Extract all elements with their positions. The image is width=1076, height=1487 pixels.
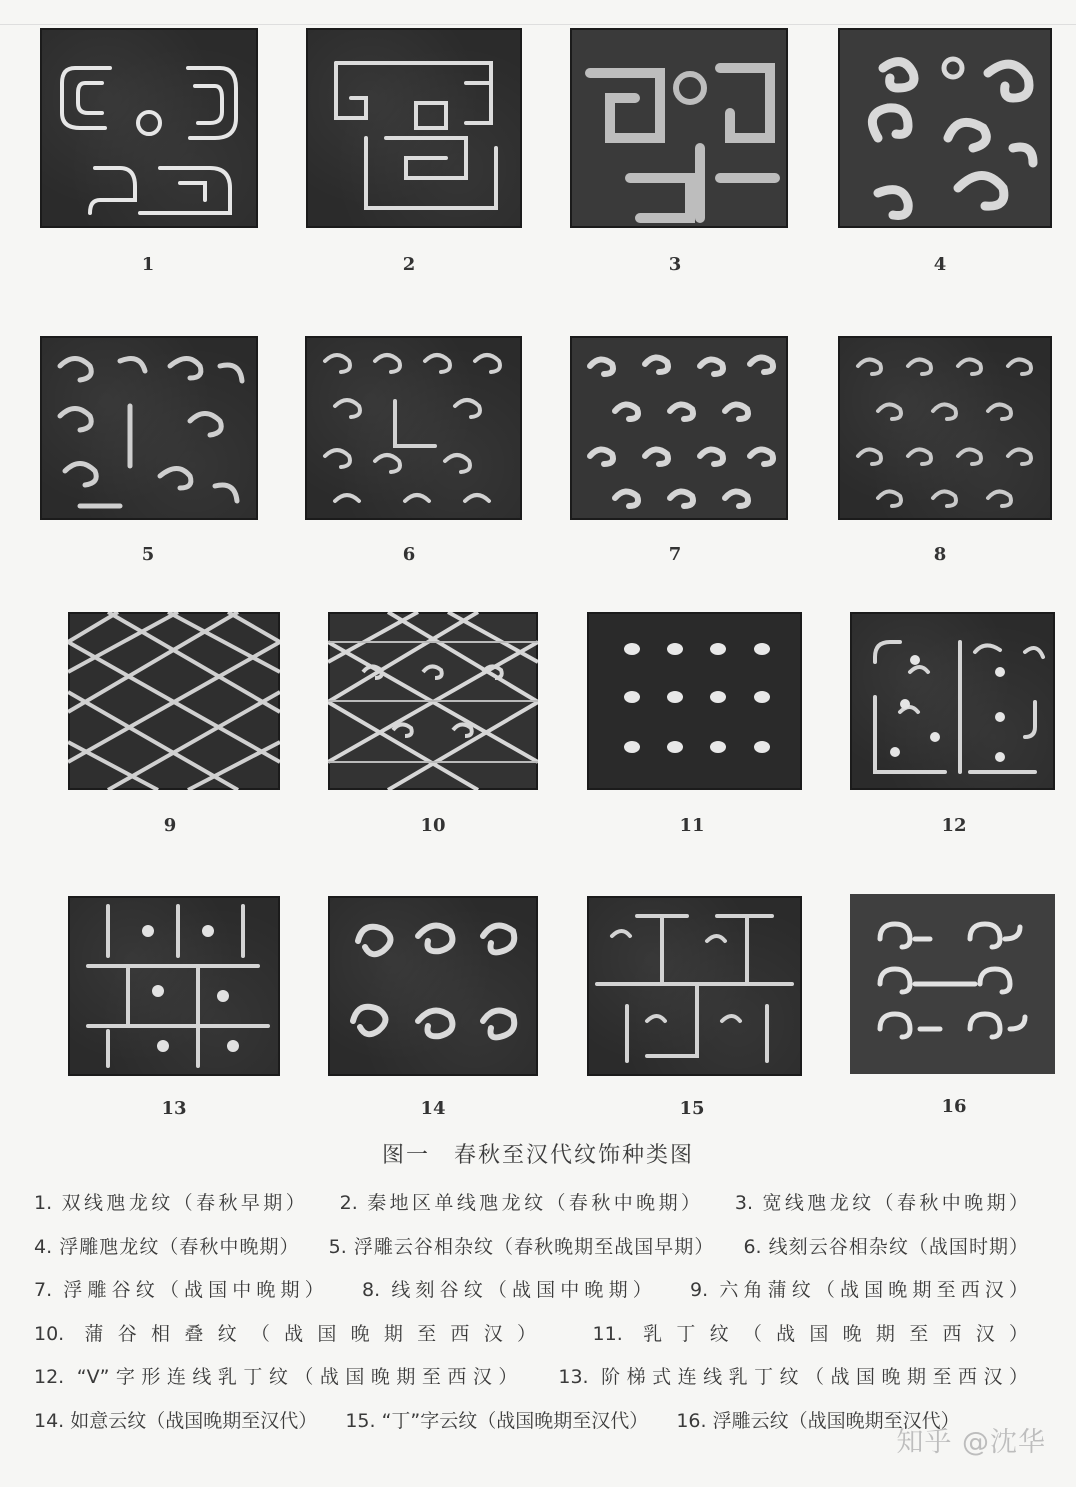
legend-item: 12. “V”字形连线乳丁纹（战国晚期至西汉） bbox=[34, 1366, 524, 1389]
pattern-tile-7 bbox=[570, 336, 788, 520]
figure-number: 9 bbox=[163, 815, 177, 836]
figure-legend bbox=[34, 1182, 1050, 1444]
legend-item: 16. 浮雕云纹（战国晚期至汉代） bbox=[676, 1409, 960, 1432]
legend-item: 11. 乳丁纹（战国晚期至西汉） bbox=[592, 1322, 1028, 1345]
legend-item: 9. 六角蒲纹（战国晚期至西汉） bbox=[690, 1279, 1028, 1302]
pattern-tile-4 bbox=[838, 28, 1052, 228]
legend-item: 2. 秦地区单线虺龙纹（春秋中晚期） bbox=[339, 1192, 704, 1214]
legend-item: 15. “丁”字云纹（战国晚期至汉代） bbox=[345, 1409, 649, 1432]
pattern-tile-9 bbox=[68, 612, 280, 790]
figure-number: 15 bbox=[679, 1098, 705, 1119]
legend-item: 14. 如意云纹（战国晚期至汉代） bbox=[34, 1409, 318, 1432]
figure-number: 16 bbox=[941, 1096, 967, 1117]
pattern-tile-5 bbox=[40, 336, 258, 520]
pattern-tile-3 bbox=[570, 28, 788, 228]
figure-number: 7 bbox=[668, 544, 682, 565]
legend-item: 7. 浮雕谷纹（战国中晚期） bbox=[34, 1279, 329, 1302]
pattern-tile-12 bbox=[850, 612, 1055, 790]
pattern-tile-16 bbox=[850, 894, 1055, 1074]
pattern-tile-13 bbox=[68, 896, 280, 1076]
figure-number: 2 bbox=[402, 254, 416, 275]
figure-number: 12 bbox=[941, 815, 967, 836]
legend-item: 4. 浮雕虺龙纹（春秋中晚期） bbox=[34, 1235, 300, 1258]
legend-item: 5. 浮雕云谷相杂纹（春秋晚期至战国早期） bbox=[328, 1235, 715, 1258]
pattern-tile-2 bbox=[306, 28, 522, 228]
figure-number: 8 bbox=[933, 544, 947, 565]
pattern-tile-10 bbox=[328, 612, 538, 790]
legend-item: 10. 蒲谷相叠纹（战国晚期至西汉） bbox=[34, 1322, 551, 1345]
figure-number: 13 bbox=[161, 1098, 187, 1119]
legend-item: 6. 线刻云谷相杂纹（战国时期） bbox=[743, 1235, 1029, 1258]
legend-item: 13. 阶梯式连线乳丁纹（战国晚期至西汉） bbox=[558, 1366, 1028, 1389]
figure-number: 5 bbox=[141, 544, 155, 565]
figure-caption: 图一 春秋至汉代纹饰种类图 bbox=[381, 1143, 694, 1168]
pattern-tile-15 bbox=[587, 896, 802, 1076]
figure-number: 10 bbox=[420, 815, 446, 836]
figure-number: 6 bbox=[402, 544, 416, 565]
legend-item: 3. 宽线虺龙纹（春秋中晚期） bbox=[734, 1192, 1029, 1214]
legend-item: 1. 双线虺龙纹（春秋早期） bbox=[34, 1192, 309, 1214]
figure-number: 11 bbox=[679, 815, 705, 836]
pattern-tile-14 bbox=[328, 896, 538, 1076]
figure-number: 1 bbox=[141, 254, 155, 275]
pattern-tile-6 bbox=[305, 336, 522, 520]
pattern-tile-11 bbox=[587, 612, 802, 790]
figure-number: 4 bbox=[933, 254, 947, 275]
top-divider bbox=[0, 24, 1076, 25]
watermark: 知乎 @沈华 bbox=[896, 1427, 1046, 1458]
pattern-tile-8 bbox=[838, 336, 1052, 520]
legend-item: 8. 线刻谷纹（战国中晚期） bbox=[362, 1279, 657, 1302]
figure-number: 14 bbox=[420, 1098, 446, 1119]
figure-number: 3 bbox=[668, 254, 682, 275]
pattern-tile-1 bbox=[40, 28, 258, 228]
